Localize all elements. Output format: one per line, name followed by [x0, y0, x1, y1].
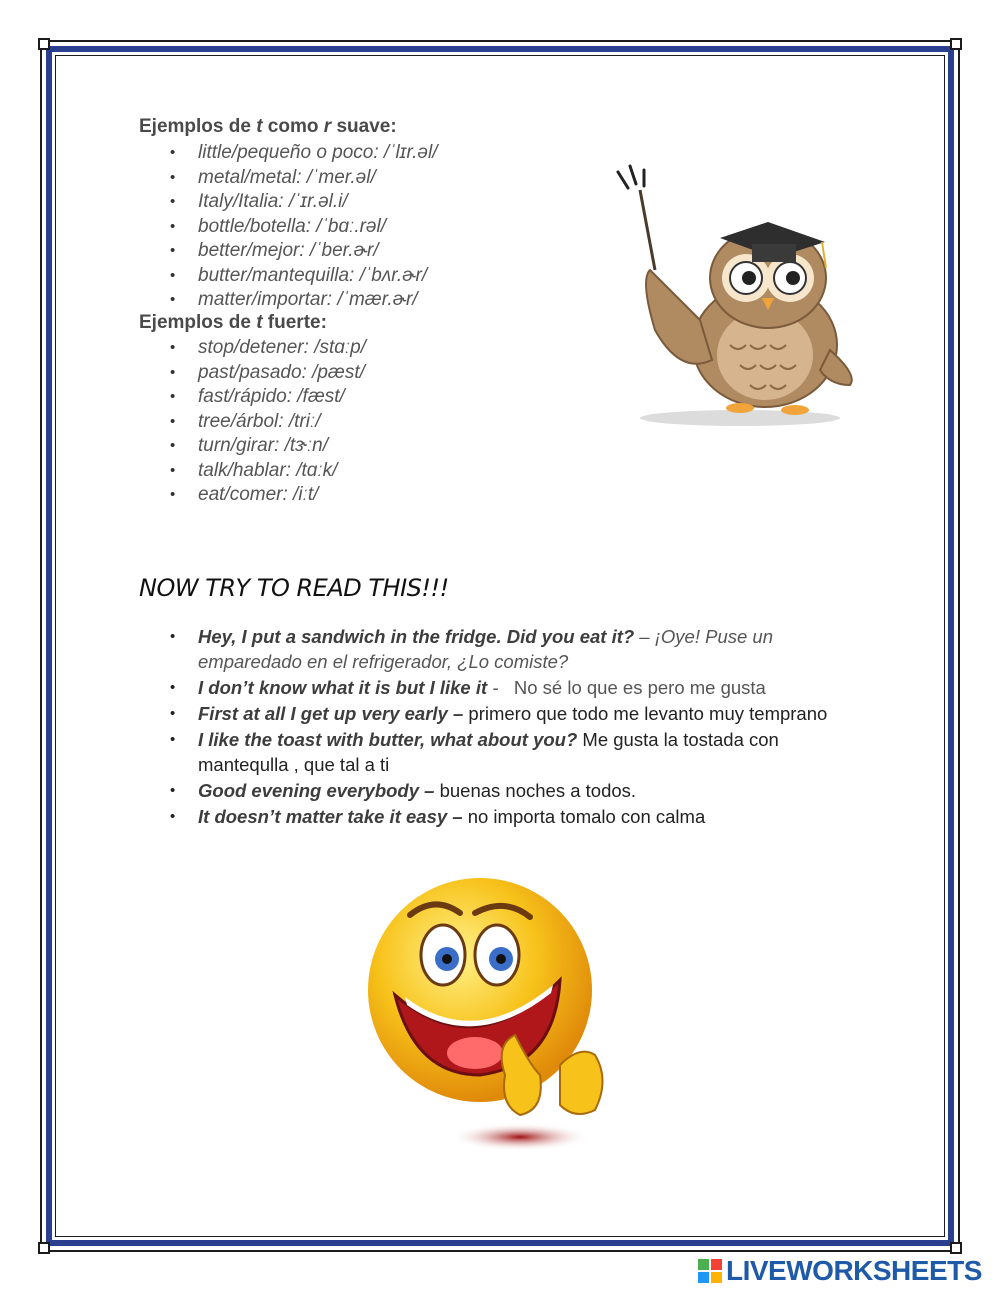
sentence-english: First at all I get up very early –	[198, 703, 464, 724]
list-item: • fast/rápido: /fæst/	[170, 385, 366, 410]
soft-r-heading	[139, 116, 397, 138]
list-item: • talk/hablar: /tɑːk/	[170, 459, 366, 484]
heading-letter-t: t	[256, 312, 263, 333]
liveworksheets-logo-icon	[698, 1259, 722, 1283]
border-corner-bl	[38, 1242, 50, 1254]
liveworksheets-logo[interactable]	[698, 1254, 982, 1288]
sentence-item	[170, 804, 870, 829]
practice-sentence-list	[170, 624, 870, 830]
border-corner-tr	[950, 38, 962, 50]
sentence-english: It doesn’t matter take it easy –	[198, 806, 463, 827]
sentence-english: Good evening everybody –	[198, 780, 435, 801]
sentence-item	[170, 624, 870, 674]
sentence-english: I don’t know what it is but I like it	[198, 677, 488, 698]
sentence-spanish: Me gusta la tostada con mantequlla , que tal a ti	[198, 729, 779, 775]
strong-t-heading	[139, 312, 327, 334]
heading-letter-r: r	[323, 116, 332, 137]
sentence-item	[170, 778, 870, 803]
sentence-spanish: ¡Oye! Puse un emparedado en el refrigerador, ¿Lo comiste?	[198, 626, 774, 672]
sentence-separator: -	[487, 677, 514, 698]
heading-text: como	[262, 116, 324, 137]
list-item: • eat/comer: /iːt/	[170, 483, 366, 508]
heading-text: fuerte:	[262, 312, 327, 333]
heading-letter-t: t	[256, 116, 263, 137]
heading-text: suave:	[331, 116, 397, 137]
sentence-separator: –	[634, 626, 655, 647]
list-item: • tree/árbol: /triː/	[170, 410, 366, 435]
border-corner-br	[950, 1242, 962, 1254]
practice-title: NOW TRY TO READ THIS!!!	[139, 574, 449, 602]
sentence-spanish: no importa tomalo con calma	[467, 806, 706, 827]
heading-text: Ejemplos de	[139, 312, 257, 333]
list-item: • stop/detener: /stɑːp/	[170, 336, 366, 361]
list-item: • better/mejor: /ˈber.ɚr/	[170, 239, 437, 264]
sentence-english: Hey, I put a sandwich in the fridge. Did you eat it?	[198, 626, 635, 647]
sentence-item	[170, 675, 870, 700]
border-corner-tl	[38, 38, 50, 50]
list-item: • matter/importar: /ˈmær.ɚr/	[170, 288, 437, 313]
sentence-spanish: buenas noches a todos.	[439, 780, 637, 801]
list-item: • turn/girar: /tɝːn/	[170, 434, 366, 459]
list-item: • Italy/Italia: /ˈɪr.əl.i/	[170, 190, 437, 215]
heading-text: Ejemplos de	[139, 116, 257, 137]
sentence-item	[170, 727, 870, 777]
sentence-spanish: primero que todo me levanto muy temprano	[468, 703, 828, 724]
owl-illustration	[600, 160, 870, 430]
sentence-item	[170, 701, 870, 726]
laughing-emoji-illustration	[355, 875, 635, 1155]
list-item: • past/pasado: /pæst/	[170, 361, 366, 386]
list-item: • bottle/botella: /ˈbɑː.rəl/	[170, 215, 437, 240]
strong-t-list	[170, 336, 366, 508]
sentence-spanish: No sé lo que es pero me gusta	[513, 677, 766, 698]
list-item: • metal/metal: /ˈmer.əl/	[170, 166, 437, 191]
sentence-english: I like the toast with butter, what about you?	[198, 729, 578, 750]
liveworksheets-logo-text: LIVEWORKSHEETS	[726, 1255, 982, 1286]
list-item: • butter/mantequilla: /ˈbʌr.ɚr/	[170, 264, 437, 289]
soft-r-list	[170, 141, 437, 313]
list-item: • little/pequeño o poco: /ˈlɪr.əl/	[170, 141, 437, 166]
